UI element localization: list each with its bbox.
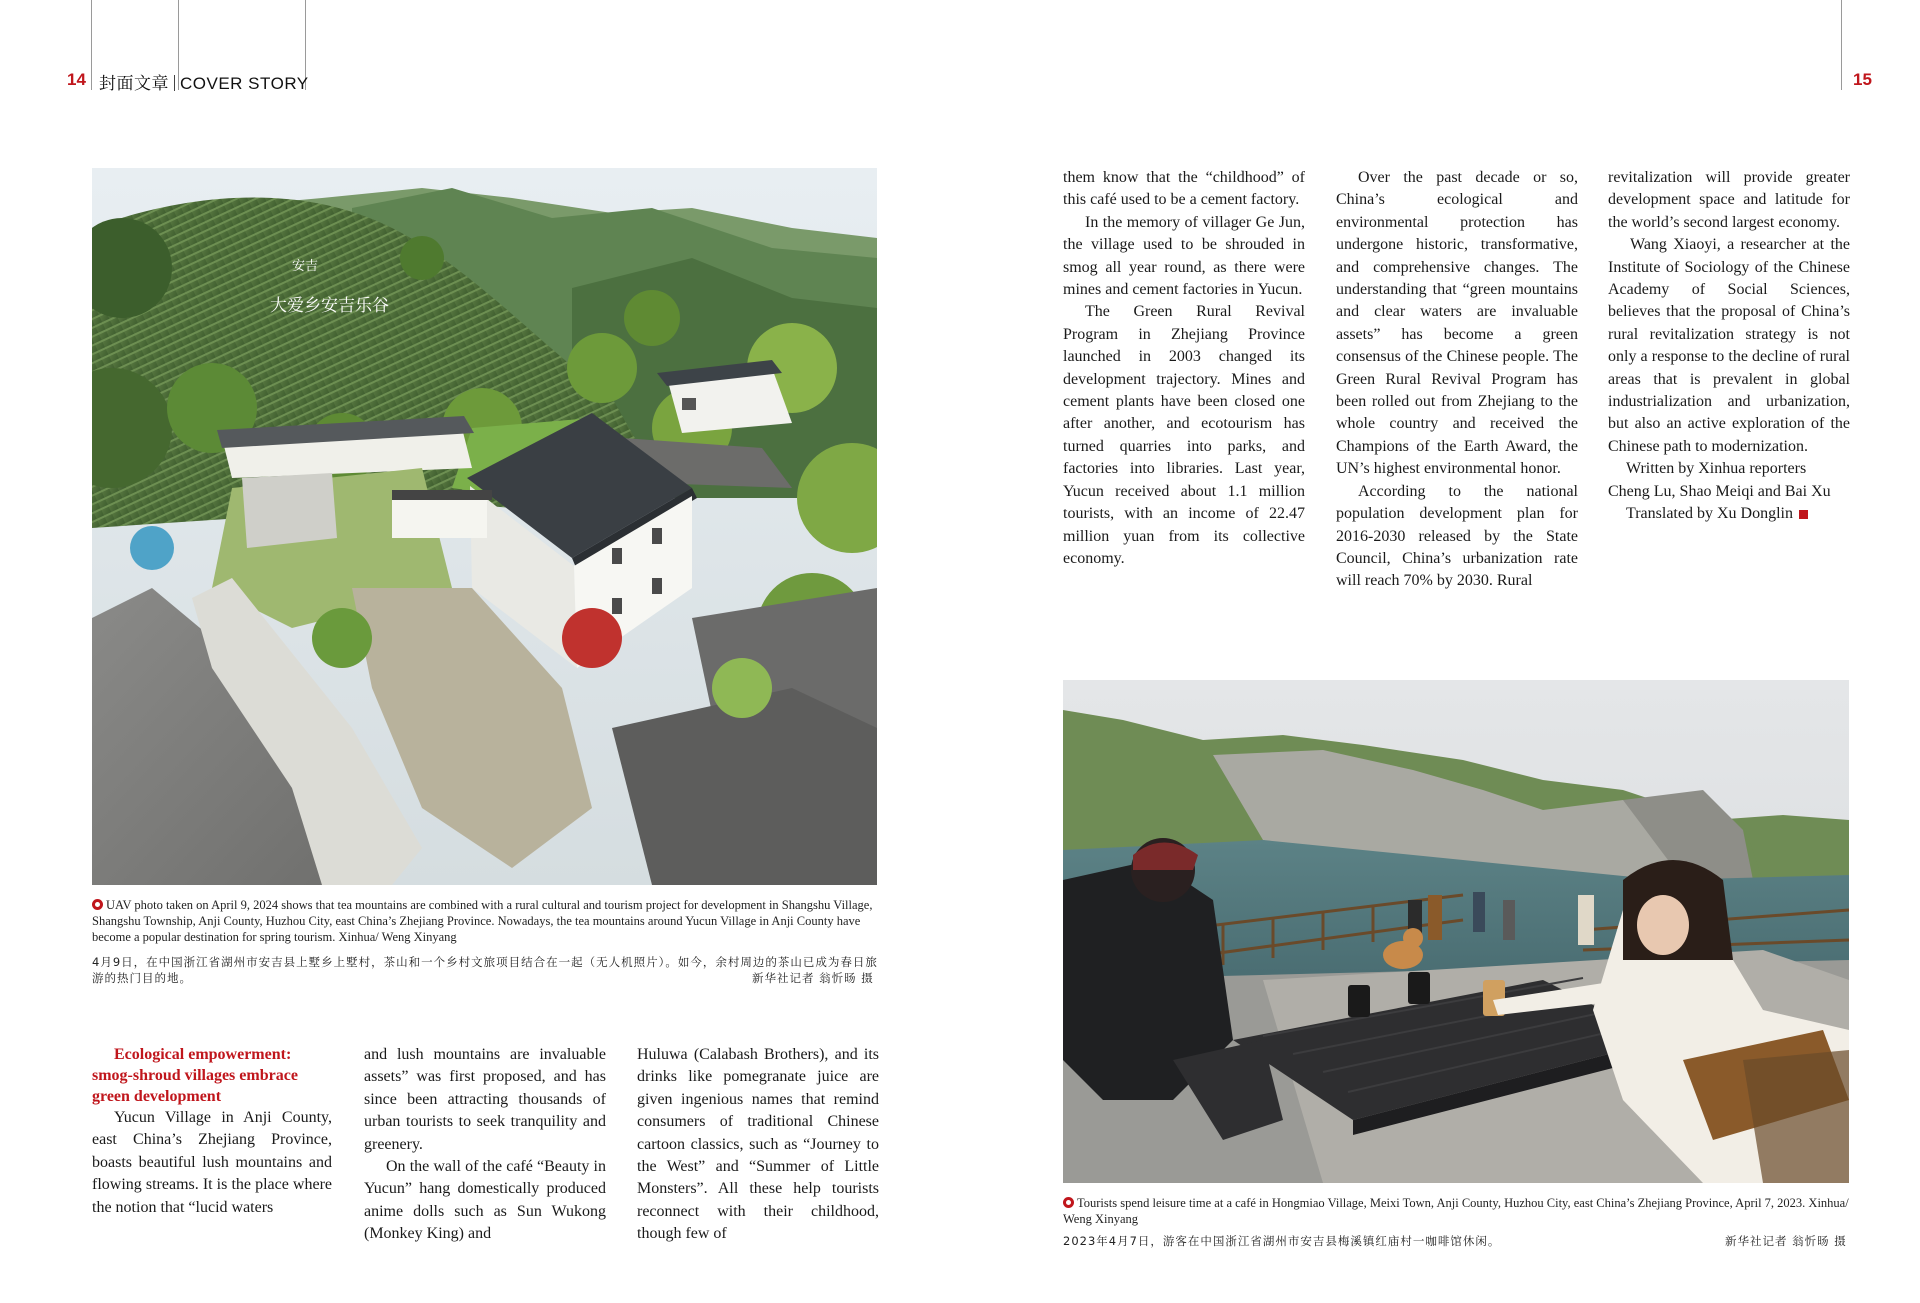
article-translator-text: Translated by Xu Donglin — [1626, 505, 1793, 523]
photo1-credit: 新华社记者 翁忻旸 摄 — [752, 971, 874, 985]
hill-sign-text: 大爱乡安吉乐谷 — [270, 296, 389, 316]
photo1-caption-cn: 4月9日，在中国浙江省湖州市安吉县上墅乡上墅村，茶山和一个乡村文旅项目结合在一起（无人机照片）。如今，余村周边的茶山已成为春日旅游的热门目的地。 — [92, 955, 878, 985]
photo1-caption-en — [92, 897, 880, 945]
photo-tea-mountain-village — [92, 168, 877, 885]
article-byline: Written by Xinhua reporters Cheng Lu, Shao Meiqi and Bai Xu — [1608, 460, 1831, 500]
article-col4-para3: The Green Rural Revival Program in Zhejiang Province launched in 2003 changed its development trajectory. Mines and cement plants have been closed one after another, and ecotourism has turned quarries into parks, and factories into libraries. Last year, Yucun received about 1.1 million tourists, with an income of 22.47 million yuan from its collective economy. — [1063, 303, 1305, 567]
article-col5-para1: Over the past decade or so, China’s ecological and environmental protection has undergone historic, transformative, and comprehensive changes. The understanding that “green mountains and clear waters are invaluable assets” has become a green consensus of the Chinese people. The Green Rural Revival Program has been rolled out from Zhejiang to the whole country and received the Champions of the Earth Award, the UN’s highest environmental honor. — [1336, 169, 1578, 478]
article-col5-para2: According to the national population development plan for 2016-2030 released by the State Council, China’s urbanization rate will reach 70% by 2030. Rural — [1336, 482, 1578, 590]
article-column-3 — [637, 1044, 879, 1246]
section-label — [99, 69, 309, 94]
quarry-lake-illustration — [1063, 680, 1849, 1183]
right-page-number: 15 — [1853, 70, 1872, 89]
article-col4-para2: In the memory of villager Ge Jun, the village used to be shrouded in smog all year round, as there were mines and cement factories in Yucun. — [1063, 213, 1305, 299]
article-col3-para: Huluwa (Calabash Brothers), and its drinks like pomegranate juice are given ingenious names that remind consumers of traditional Chinese cartoon classics, such as “Journey to the West” and “Summer of Little Monsters”. All these help tourists reconnect with their childhood, though few of — [637, 1046, 879, 1243]
header-rule-4 — [1841, 0, 1842, 90]
article-translator — [1608, 503, 1850, 525]
hill-sign-top: 安吉 — [292, 259, 319, 274]
article-col1-para: Yucun Village in Anji County, east China’s Zhejiang Province, boasts beautiful lush mountains and flowing streams. It is the place where the notion that “lucid waters — [92, 1109, 332, 1216]
article-col6-para2: Wang Xiaoyi, a researcher at the Institute of Sociology of the Chinese Academy of Social Sciences, believes that the proposal of China’s rural revitalization strategy is not only a response to the decline of rural areas that is prevalent in global industrialization and urbanization, but also an active exploration of the Chinese path to modernization. — [1608, 236, 1850, 455]
photo1-caption-text: UAV photo taken on April 9, 2024 shows that tea mountains are combined with a rural cultural and tourism project for development in Shangshu Village, Shangshu Township, Anji County, Huzhou City, east China’s Zhejiang Province. Nowadays, the tea mountains around Yucun Village in Anji County have become a popular destination for spring tourism. Xinhua/ Weng Xinyang — [92, 898, 873, 944]
photo2-credit: 新华社记者 翁忻旸 摄 — [1725, 1234, 1847, 1248]
article-column-6 — [1608, 167, 1850, 526]
camera-icon — [92, 899, 103, 910]
article-col6-para1: revitalization will provide greater development space and latitude for the world’s second largest economy. — [1608, 169, 1850, 231]
article-col2-para2: On the wall of the café “Beauty in Yucun” hang domestically produced anime dolls such as Sun Wukong (Monkey King) and — [364, 1158, 606, 1243]
section-label-cn: 封面文章 — [99, 74, 169, 94]
article-column-5 — [1336, 167, 1578, 593]
photo2-caption-text: Tourists spend leisure time at a café in Hongmiao Village, Meixi Town, Anji County, Huzhou City, east China’s Zhejiang Province, April 7, 2023. Xinhua/ Weng Xinyang — [1063, 1196, 1849, 1226]
article-column-1 — [92, 1044, 332, 1219]
photo2-caption-cn: 2023年4月7日，游客在中国浙江省湖州市安吉县梅溪镇红庙村一咖啡馆休闲。 — [1063, 1234, 1501, 1248]
article-col4-para1: them know that the “childhood” of this café used to be a cement factory. — [1063, 169, 1305, 209]
header-rule-1 — [91, 0, 92, 90]
photo2-caption-en — [1063, 1195, 1853, 1227]
left-page-number: 14 — [67, 70, 86, 89]
article-column-4 — [1063, 167, 1305, 570]
article-headline: Ecological empowerment: smog-shroud villages embrace green development — [92, 1046, 298, 1105]
section-label-en: COVER STORY — [180, 74, 309, 93]
end-mark-icon — [1799, 510, 1808, 519]
camera-icon — [1063, 1197, 1074, 1208]
photo-quarry-lake-cafe — [1063, 680, 1849, 1183]
article-col2-para1: and lush mountains are invaluable assets” was first proposed, and has since been attracting thousands of urban tourists to seek tranquility and greenery. — [364, 1046, 606, 1153]
article-column-2 — [364, 1044, 606, 1246]
tea-mountain-illustration — [92, 168, 877, 885]
